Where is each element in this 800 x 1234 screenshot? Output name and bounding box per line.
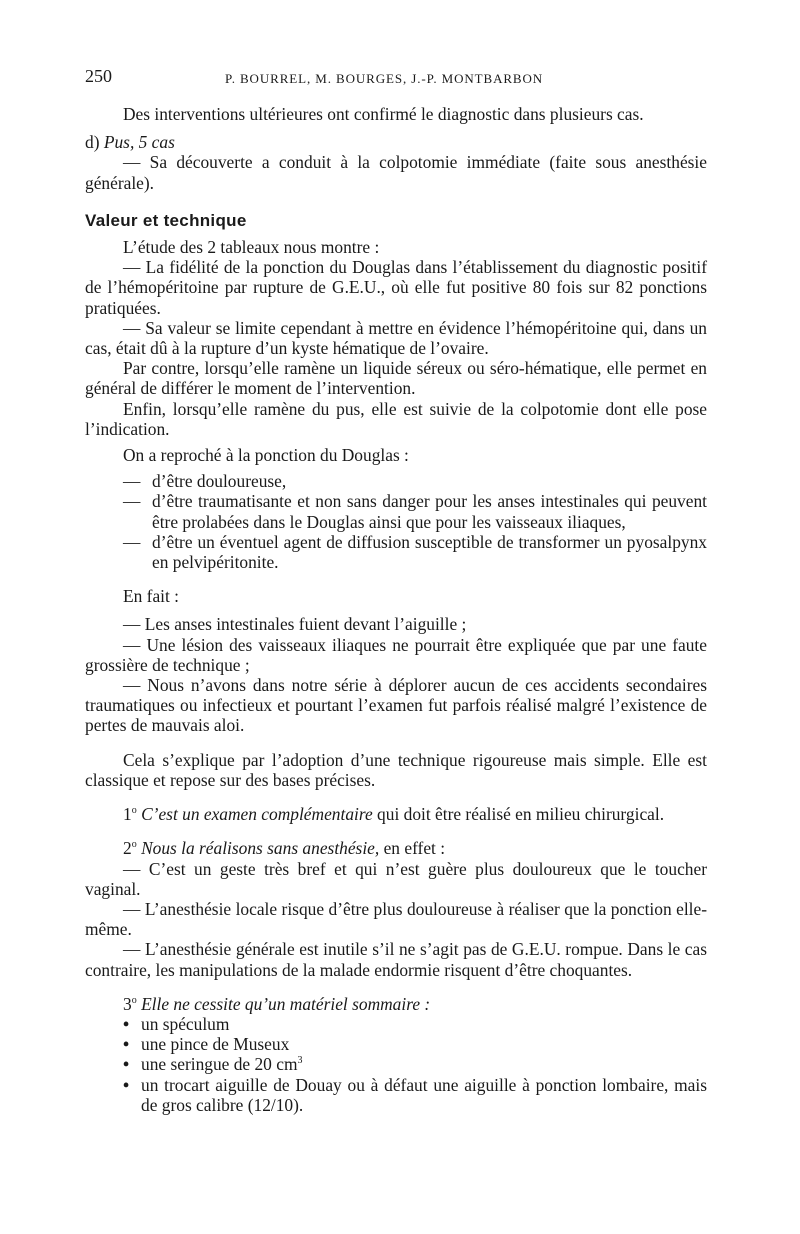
point-1-text: qui doit être réalisé en milieu chirurgical. (372, 804, 665, 825)
reproche-item (85, 532, 707, 572)
page-number: 250 (85, 66, 112, 86)
paragraph-etude: L’étude des 2 tableaux nous montre : (123, 237, 380, 258)
cubic-superscript: 3 (297, 1055, 303, 1067)
paragraph-pus: — Sa découverte a conduit à la colpotomie immédiate (faite sous anesthésie générale). (85, 152, 707, 193)
point-1-emphasis: C’est un examen complémentaire (141, 804, 373, 825)
reproche-text: d’être douloureuse, (152, 471, 287, 492)
materiel-item (85, 1054, 707, 1074)
paragraph-reproche: On a reproché à la ponction du Douglas : (123, 445, 409, 466)
paragraph-fidelite: — La fidélité de la ponction du Douglas dans l’établissement du diagnostic positif de l’hémopéritoine par rupture de G.E.U., où elle fut positive 80 fois sur 82 ponctions pratiquées. (85, 257, 707, 318)
bullet-marker: • (123, 1074, 130, 1095)
bullet-marker: • (123, 1054, 130, 1075)
materiel-text: un trocart aiguille de Douay ou à défaut une aiguille à ponction lombaire, mais de gros calibre (12/10). (141, 1074, 707, 1115)
paragraph-point-2 (85, 838, 707, 858)
reproche-item (85, 471, 707, 491)
paragraph-fait-3: — Nous n’avons dans notre série à déplorer aucun de ces accidents secondaires traumatiques ou infectieux et pourtant l’examen fut parfois réalisé malgré l’existence de pertes de mauvais aloi. (85, 675, 707, 736)
reproche-item (85, 491, 707, 531)
dash-marker: — (123, 491, 141, 512)
paragraph-valeur: — Sa valeur se limite cependant à mettre en évidence l’hémopéritoine qui, dans un cas, était dû à la rupture d’un kyste hématique de l’ovaire. (85, 317, 707, 359)
page-header (85, 66, 707, 90)
paragraph-enfin: Enfin, lorsqu’elle ramène du pus, elle est suivie de la colpotomie dont elle pose l’indication. (85, 398, 707, 439)
paragraph-par-contre: Par contre, lorsqu’elle ramène un liquide séreux ou séro-hématique, elle permet en général de différer le moment de l’intervention. (85, 358, 707, 399)
paragraph-fait-2: — Une lésion des vaisseaux iliaques ne pourrait être expliquée que par une faute grossière de technique ; (85, 634, 707, 675)
running-head-authors: P. BOURREL, M. BOURGES, J.-P. MONTBARBON (225, 71, 544, 86)
dash-marker: — (123, 471, 141, 492)
point-1-number: 1 (123, 804, 132, 825)
materiel-text: une seringue de 20 cm (141, 1054, 298, 1075)
materiel-item (85, 1075, 707, 1115)
materiel-item (85, 1014, 707, 1034)
paragraph-en-fait: En fait : (123, 586, 180, 607)
subsection-d-heading (85, 132, 707, 152)
bullet-marker: • (123, 1013, 130, 1034)
dash-marker: — (123, 531, 141, 552)
paragraph-point-3 (85, 994, 707, 1014)
point-2-text: en effet : (379, 838, 446, 859)
subsection-d-title: Pus, 5 cas (103, 132, 175, 153)
degree-sign: o (131, 805, 137, 817)
paragraph-interventions: Des interventions ultérieures ont confirmé le diagnostic dans plusieurs cas. (123, 104, 644, 124)
materiel-text: un spéculum (141, 1013, 230, 1034)
paragraph-fait-1: — Les anses intestinales fuient devant l’aiguille ; (123, 614, 467, 635)
point-3-number: 3 (123, 993, 132, 1014)
point-2-emphasis: Nous la réalisons sans anesthésie, (141, 838, 380, 859)
degree-sign: o (131, 994, 137, 1006)
paragraph-anesthesie-generale: — L’anesthésie générale est inutile s’il ne s’agit pas de G.E.U. rompue. Dans le cas contraire, les manipulations de la malade endormie risquent d’être choquantes. (85, 939, 707, 980)
materiel-item (85, 1034, 707, 1054)
degree-sign: o (131, 839, 137, 851)
paragraph-point-1 (85, 804, 707, 824)
paragraph-geste: — C’est un geste très bref et qui n’est guère plus douloureux que le toucher vaginal. (85, 858, 707, 899)
paragraph-cela: Cela s’explique par l’adoption d’une technique rigoureuse mais simple. Elle est classique et repose sur des bases précises. (85, 749, 707, 790)
section-title: Valeur et technique (85, 210, 247, 230)
reproche-text: d’être traumatisante et non sans danger pour les anses intestinales qui peuvent être prolabées dans le Douglas ainsi que pour les vaisseaux iliaques, (152, 491, 707, 532)
point-2-number: 2 (123, 838, 132, 859)
page-body (85, 104, 707, 1115)
paragraph-anesthesie-locale: — L’anesthésie locale risque d’être plus douloureuse à réaliser que la ponction elle-même. (85, 898, 707, 940)
subsection-d-label: d) (85, 132, 100, 153)
reproche-text: d’être un éventuel agent de diffusion susceptible de transformer un pyosalpynx en pelvipéritonite. (152, 531, 707, 573)
bullet-marker: • (123, 1034, 130, 1055)
materiel-text: une pince de Museux (141, 1034, 290, 1055)
point-3-emphasis: Elle ne cessite qu’un matériel sommaire : (141, 993, 431, 1014)
